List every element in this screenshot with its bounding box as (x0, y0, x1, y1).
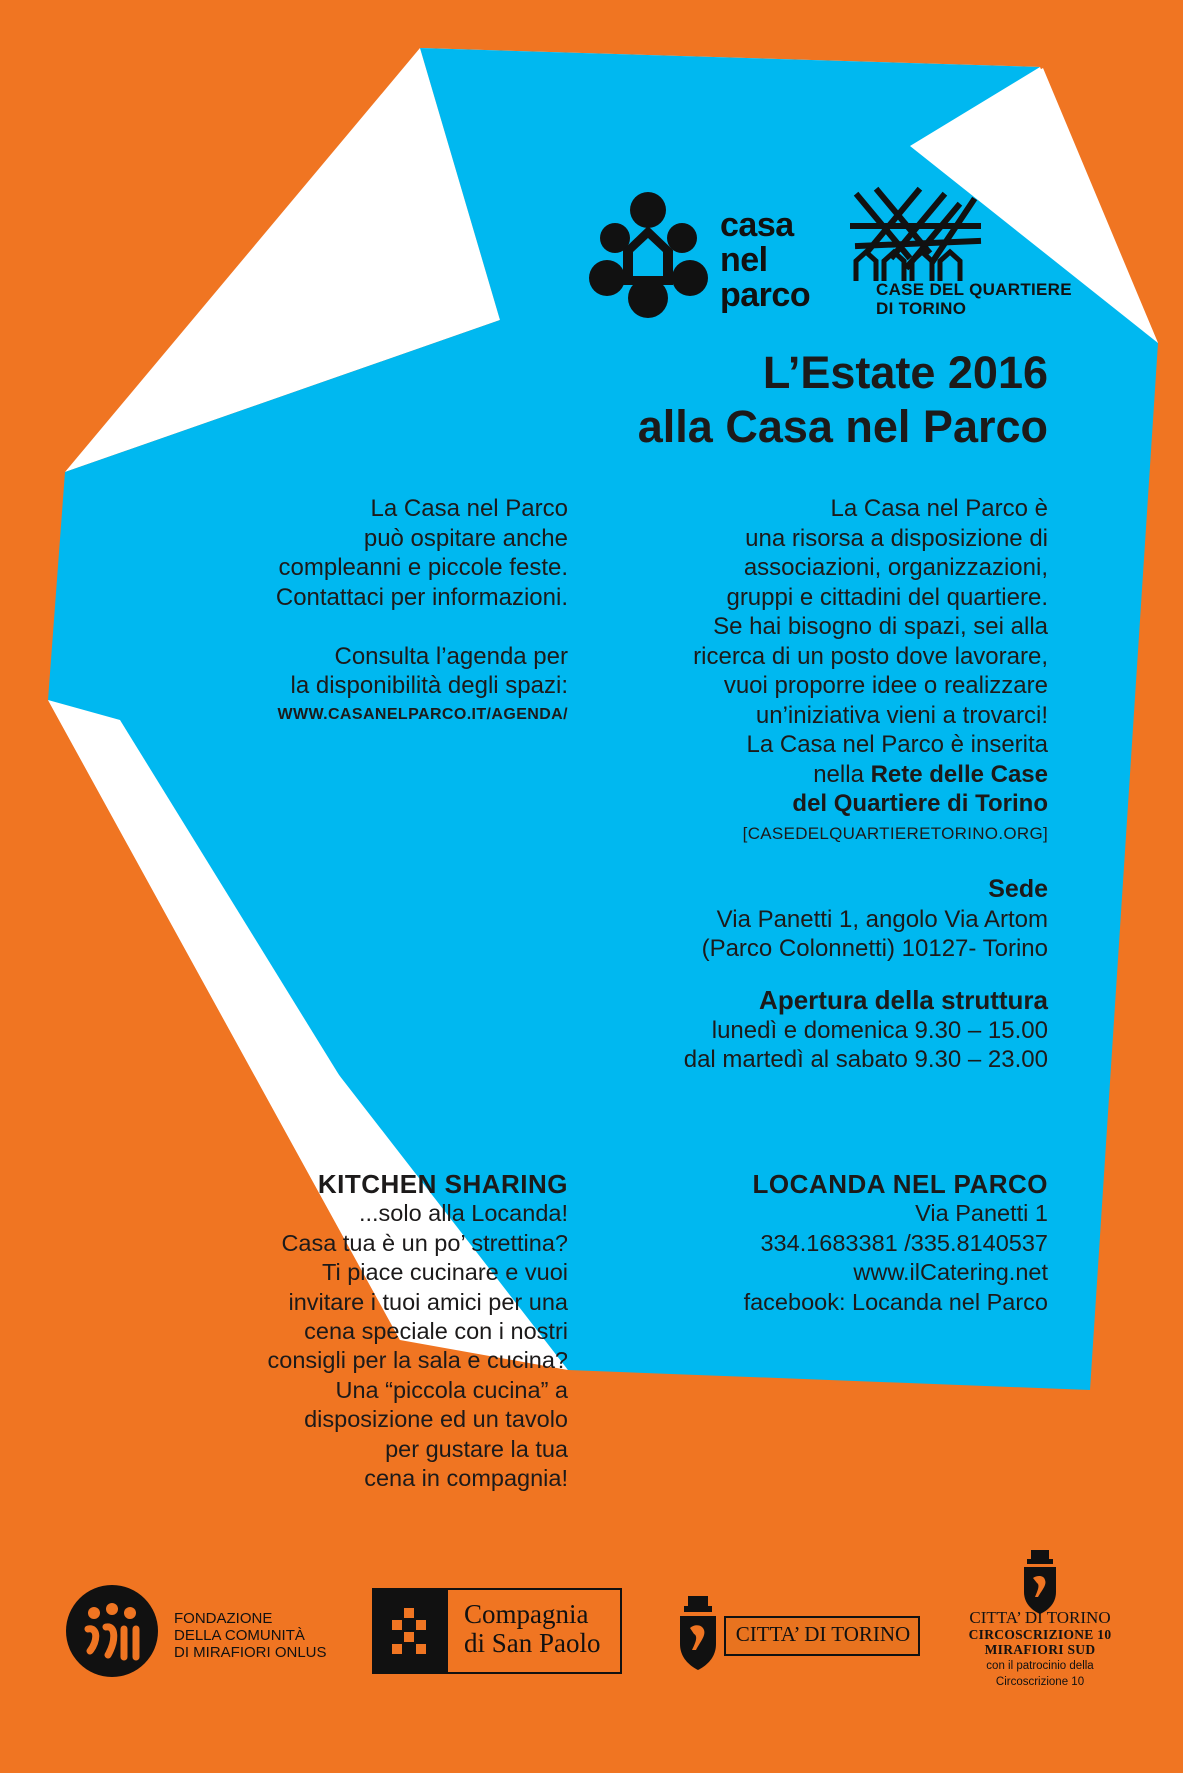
sede-heading: Sede (988, 875, 1048, 903)
text-line: La Casa nel Parco (370, 495, 568, 522)
logo-case-line2: DI TORINO (876, 299, 967, 318)
apertura-heading: Apertura della struttura (759, 985, 1048, 1015)
text-line: una risorsa a disposizione di (745, 524, 1048, 552)
case-quartiere-link[interactable]: [CASEDELQUARTIERETORINO.ORG] (742, 823, 1048, 843)
locanda-section (578, 1170, 1048, 1317)
compagnia-name (464, 1600, 601, 1658)
compagnia-mark (372, 1588, 448, 1674)
text-line: ...solo alla Locanda! (358, 1200, 568, 1227)
page-title (638, 346, 1048, 454)
text-line: disposizione ed un tavolo (304, 1406, 568, 1433)
locanda-facebook: facebook: Locanda nel Parco (743, 1288, 1048, 1315)
circ-line-1: CITTA’ DI TORINO (969, 1608, 1111, 1627)
right-column-info (528, 494, 1048, 849)
sede-address-line-2: (Parco Colonnetti) 10127- Torino (701, 935, 1048, 962)
text-line: Casa tua è un po’ strettina? (281, 1229, 568, 1256)
text-line: vuoi proporre idee o realizzare (723, 672, 1048, 699)
citta-torino-badge-label: CITTA’ DI TORINO (735, 1622, 911, 1646)
circ-line-4: con il patrocinio della (986, 1660, 1094, 1672)
fondazione-name (174, 1610, 327, 1661)
fondazione-line-3: DI MIRAFIORI ONLUS (174, 1644, 327, 1661)
title-line-1: L’Estate 2016 (762, 347, 1048, 398)
case-del-quartiere-wordmark (876, 280, 1072, 318)
apertura-hours-1: lunedì e domenica 9.30 – 15.00 (711, 1016, 1048, 1044)
rete-prefix: nella (813, 760, 871, 788)
fondazione-logo (66, 1585, 158, 1677)
locanda-phone: 334.1683381 /335.8140537 (760, 1229, 1048, 1256)
case-del-quartiere-logo (848, 186, 988, 286)
circ-line-2: CIRCOSCRIZIONE 10 (968, 1627, 1112, 1642)
circ-line-3: MIRAFIORI SUD (984, 1642, 1096, 1657)
apertura-section (488, 986, 1048, 1075)
fondazione-line-2: DELLA COMUNITÀ (174, 1627, 305, 1644)
sede-address-line-1: Via Panetti 1, angolo Via Artom (716, 905, 1048, 933)
apertura-hours-2: dal martedì al sabato 9.30 – 23.00 (683, 1046, 1048, 1073)
circoscrizione-info (960, 1608, 1120, 1689)
title-line-2: alla Casa nel Parco (637, 401, 1048, 452)
text-line: invitare i tuoi amici per una (288, 1288, 568, 1315)
logo-case-line1: CASE DEL QUARTIERE (876, 280, 1072, 299)
text-line: Una “piccola cucina” a (335, 1376, 568, 1403)
kitchen-heading: KITCHEN SHARING (317, 1169, 568, 1199)
text-line: la disponibilità degli spazi: (290, 672, 568, 699)
kitchen-sharing-section (128, 1170, 568, 1493)
text-line: ricerca di un posto dove lavorare, (693, 642, 1048, 670)
text-line: La Casa nel Parco è inserita (746, 731, 1048, 758)
text-line: per gustare la tua (385, 1435, 568, 1462)
compagnia-pattern-icon (372, 1588, 448, 1674)
spacer (148, 612, 568, 642)
casa-nel-parco-wordmark (720, 208, 810, 313)
text-line: può ospitare anche (363, 524, 568, 552)
text-line: Contattaci per informazioni. (275, 583, 568, 611)
locanda-address: Via Panetti 1 (915, 1200, 1048, 1227)
text-line: compleanni e piccole feste. (278, 554, 568, 581)
text-line: consigli per la sala e cucina? (267, 1347, 568, 1374)
logo-word-casa: casa (720, 206, 794, 244)
sede-section (528, 875, 1048, 964)
text-line-rete (528, 760, 1048, 790)
compagnia-line-1: Compagnia (464, 1599, 589, 1629)
logo-word-nel: nel (720, 241, 768, 279)
compagnia-line-2: di San Paolo (464, 1628, 601, 1658)
rete-bold-2: del Quartiere di Torino (792, 790, 1048, 817)
agenda-link[interactable]: WWW.CASANELPARCO.IT/AGENDA/ (277, 705, 568, 723)
circoscrizione-crest-icon (1020, 1548, 1060, 1616)
text-line: La Casa nel Parco è (830, 495, 1048, 522)
text-line: Ti piace cucinare e vuoi (321, 1259, 568, 1286)
fondazione-line-1: FONDAZIONE (174, 1610, 273, 1627)
logo-word-parco: parco (720, 276, 811, 314)
text-line: cena in compagnia! (364, 1465, 568, 1492)
locanda-website[interactable]: www.ilCatering.net (853, 1259, 1048, 1286)
casa-nel-parco-logo (585, 190, 715, 320)
text-line: gruppi e cittadini del quartiere. (726, 583, 1048, 611)
locanda-heading: LOCANDA NEL PARCO (752, 1169, 1048, 1199)
text-line: Consulta l’agenda per (334, 642, 568, 670)
text-line: Se hai bisogno di spazi, sei alla (713, 613, 1048, 640)
text-line: un’iniziativa vieni a trovarci! (755, 701, 1048, 729)
left-column-info (148, 494, 568, 729)
circ-line-5: Circoscrizione 10 (995, 1676, 1085, 1688)
text-line: associazioni, organizzazioni, (743, 554, 1048, 581)
rete-bold-1: Rete delle Case (870, 760, 1048, 788)
text-line: cena speciale con i nostri (304, 1318, 568, 1345)
torino-crest-icon (676, 1594, 720, 1672)
